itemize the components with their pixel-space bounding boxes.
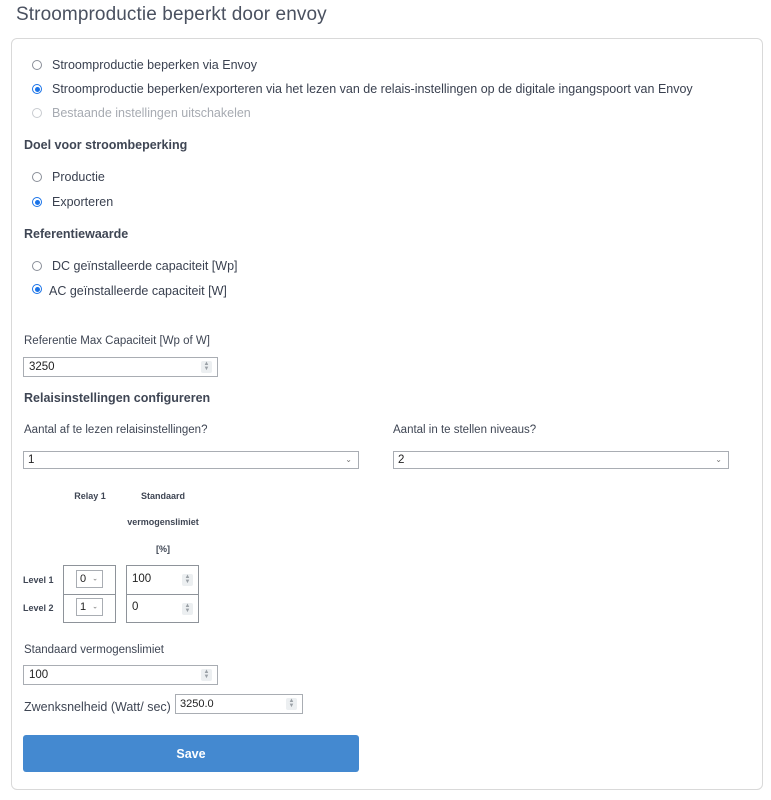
radio-reference-ac[interactable] xyxy=(32,284,227,298)
radio-mode-disable xyxy=(32,106,251,120)
radio-icon[interactable] xyxy=(32,60,42,70)
level-1-relay-value: 0 xyxy=(80,573,87,585)
level-2-relay-value: 1 xyxy=(80,601,87,613)
radio-target-production[interactable] xyxy=(32,170,105,184)
col-header-relay: Relay 1 xyxy=(74,491,106,501)
ramp-rate-value: 3250.0 xyxy=(180,698,214,710)
spinner-icon[interactable]: ▲ ▼ xyxy=(286,698,297,710)
max-capacity-value: 3250 xyxy=(29,361,55,373)
radio-label: Stroomproductie beperken/exporteren via het lezen van de relais-instellingen op de digitale ingangspoort van Envoy xyxy=(52,82,693,96)
radio-mode-envoy[interactable] xyxy=(32,58,257,72)
radio-checked-icon[interactable] xyxy=(32,197,42,207)
page-title: Stroomproductie beperkt door envoy xyxy=(16,4,327,25)
row-label-level-1: Level 1 xyxy=(23,575,54,585)
radio-mode-relay[interactable] xyxy=(32,82,693,96)
chevron-down-icon: ⌄ xyxy=(92,575,98,583)
radio-label: AC geïnstalleerde capaciteit [W] xyxy=(49,284,227,298)
radio-checked-icon[interactable] xyxy=(32,84,42,94)
col-header-limit-1: Standaard xyxy=(140,491,185,501)
chevron-down-icon: ⌄ xyxy=(345,455,352,465)
radio-label: Stroomproductie beperken via Envoy xyxy=(52,58,257,72)
row-label-level-2: Level 2 xyxy=(23,603,54,613)
default-limit-input[interactable] xyxy=(23,665,218,685)
radio-label: DC geïnstalleerde capaciteit [Wp] xyxy=(52,259,238,273)
radio-icon[interactable] xyxy=(32,172,42,182)
relay-count-value: 1 xyxy=(28,454,35,466)
col-header-limit-3: [%] xyxy=(156,544,170,554)
target-section-title: Doel voor stroombeperking xyxy=(24,138,188,152)
max-capacity-input[interactable] xyxy=(23,357,218,377)
relay-count-label: Aantal af te lezen relaisinstellingen? xyxy=(24,424,208,436)
level-2-relay-select[interactable] xyxy=(76,598,103,616)
level-2-limit-input[interactable] xyxy=(126,594,199,623)
relay-config-title: Relaisinstellingen configureren xyxy=(24,391,211,405)
radio-icon[interactable] xyxy=(32,261,42,271)
radio-checked-icon[interactable] xyxy=(32,284,42,294)
levels-label: Aantal in te stellen niveaus? xyxy=(393,424,537,436)
radio-target-export[interactable] xyxy=(32,195,113,209)
ramp-rate-input[interactable] xyxy=(175,694,303,714)
spinner-icon[interactable]: ▲ ▼ xyxy=(182,574,193,586)
level-1-limit-value: 100 xyxy=(132,573,152,585)
ramp-rate-label: Zwenksnelheid (Watt/ sec) xyxy=(24,700,171,714)
radio-label: Bestaande instellingen uitschakelen xyxy=(52,106,251,120)
spinner-icon[interactable]: ▲ ▼ xyxy=(201,361,212,373)
spinner-icon[interactable]: ▲ ▼ xyxy=(201,669,212,681)
max-capacity-label: Referentie Max Capaciteit [Wp of W] xyxy=(24,335,210,347)
level-1-relay-select[interactable] xyxy=(76,570,103,588)
spinner-icon[interactable]: ▲ ▼ xyxy=(182,603,193,615)
level-1-limit-input[interactable] xyxy=(126,565,199,595)
default-limit-label: Standaard vermogenslimiet xyxy=(24,644,164,656)
levels-select[interactable] xyxy=(393,451,729,469)
radio-label: Exporteren xyxy=(52,195,114,209)
chevron-down-icon: ⌄ xyxy=(715,455,722,465)
radio-reference-dc[interactable] xyxy=(32,259,238,273)
relay-count-select[interactable] xyxy=(23,451,359,469)
radio-icon xyxy=(32,108,42,118)
reference-section-title: Referentiewaarde xyxy=(24,227,129,241)
level-2-limit-value: 0 xyxy=(132,601,139,613)
radio-label: Productie xyxy=(52,170,105,184)
levels-value: 2 xyxy=(398,454,405,466)
default-limit-value: 100 xyxy=(29,669,49,681)
col-header-limit-2: vermogenslimiet xyxy=(127,517,199,527)
chevron-down-icon: ⌄ xyxy=(92,603,98,611)
save-button[interactable]: Save xyxy=(23,735,359,772)
